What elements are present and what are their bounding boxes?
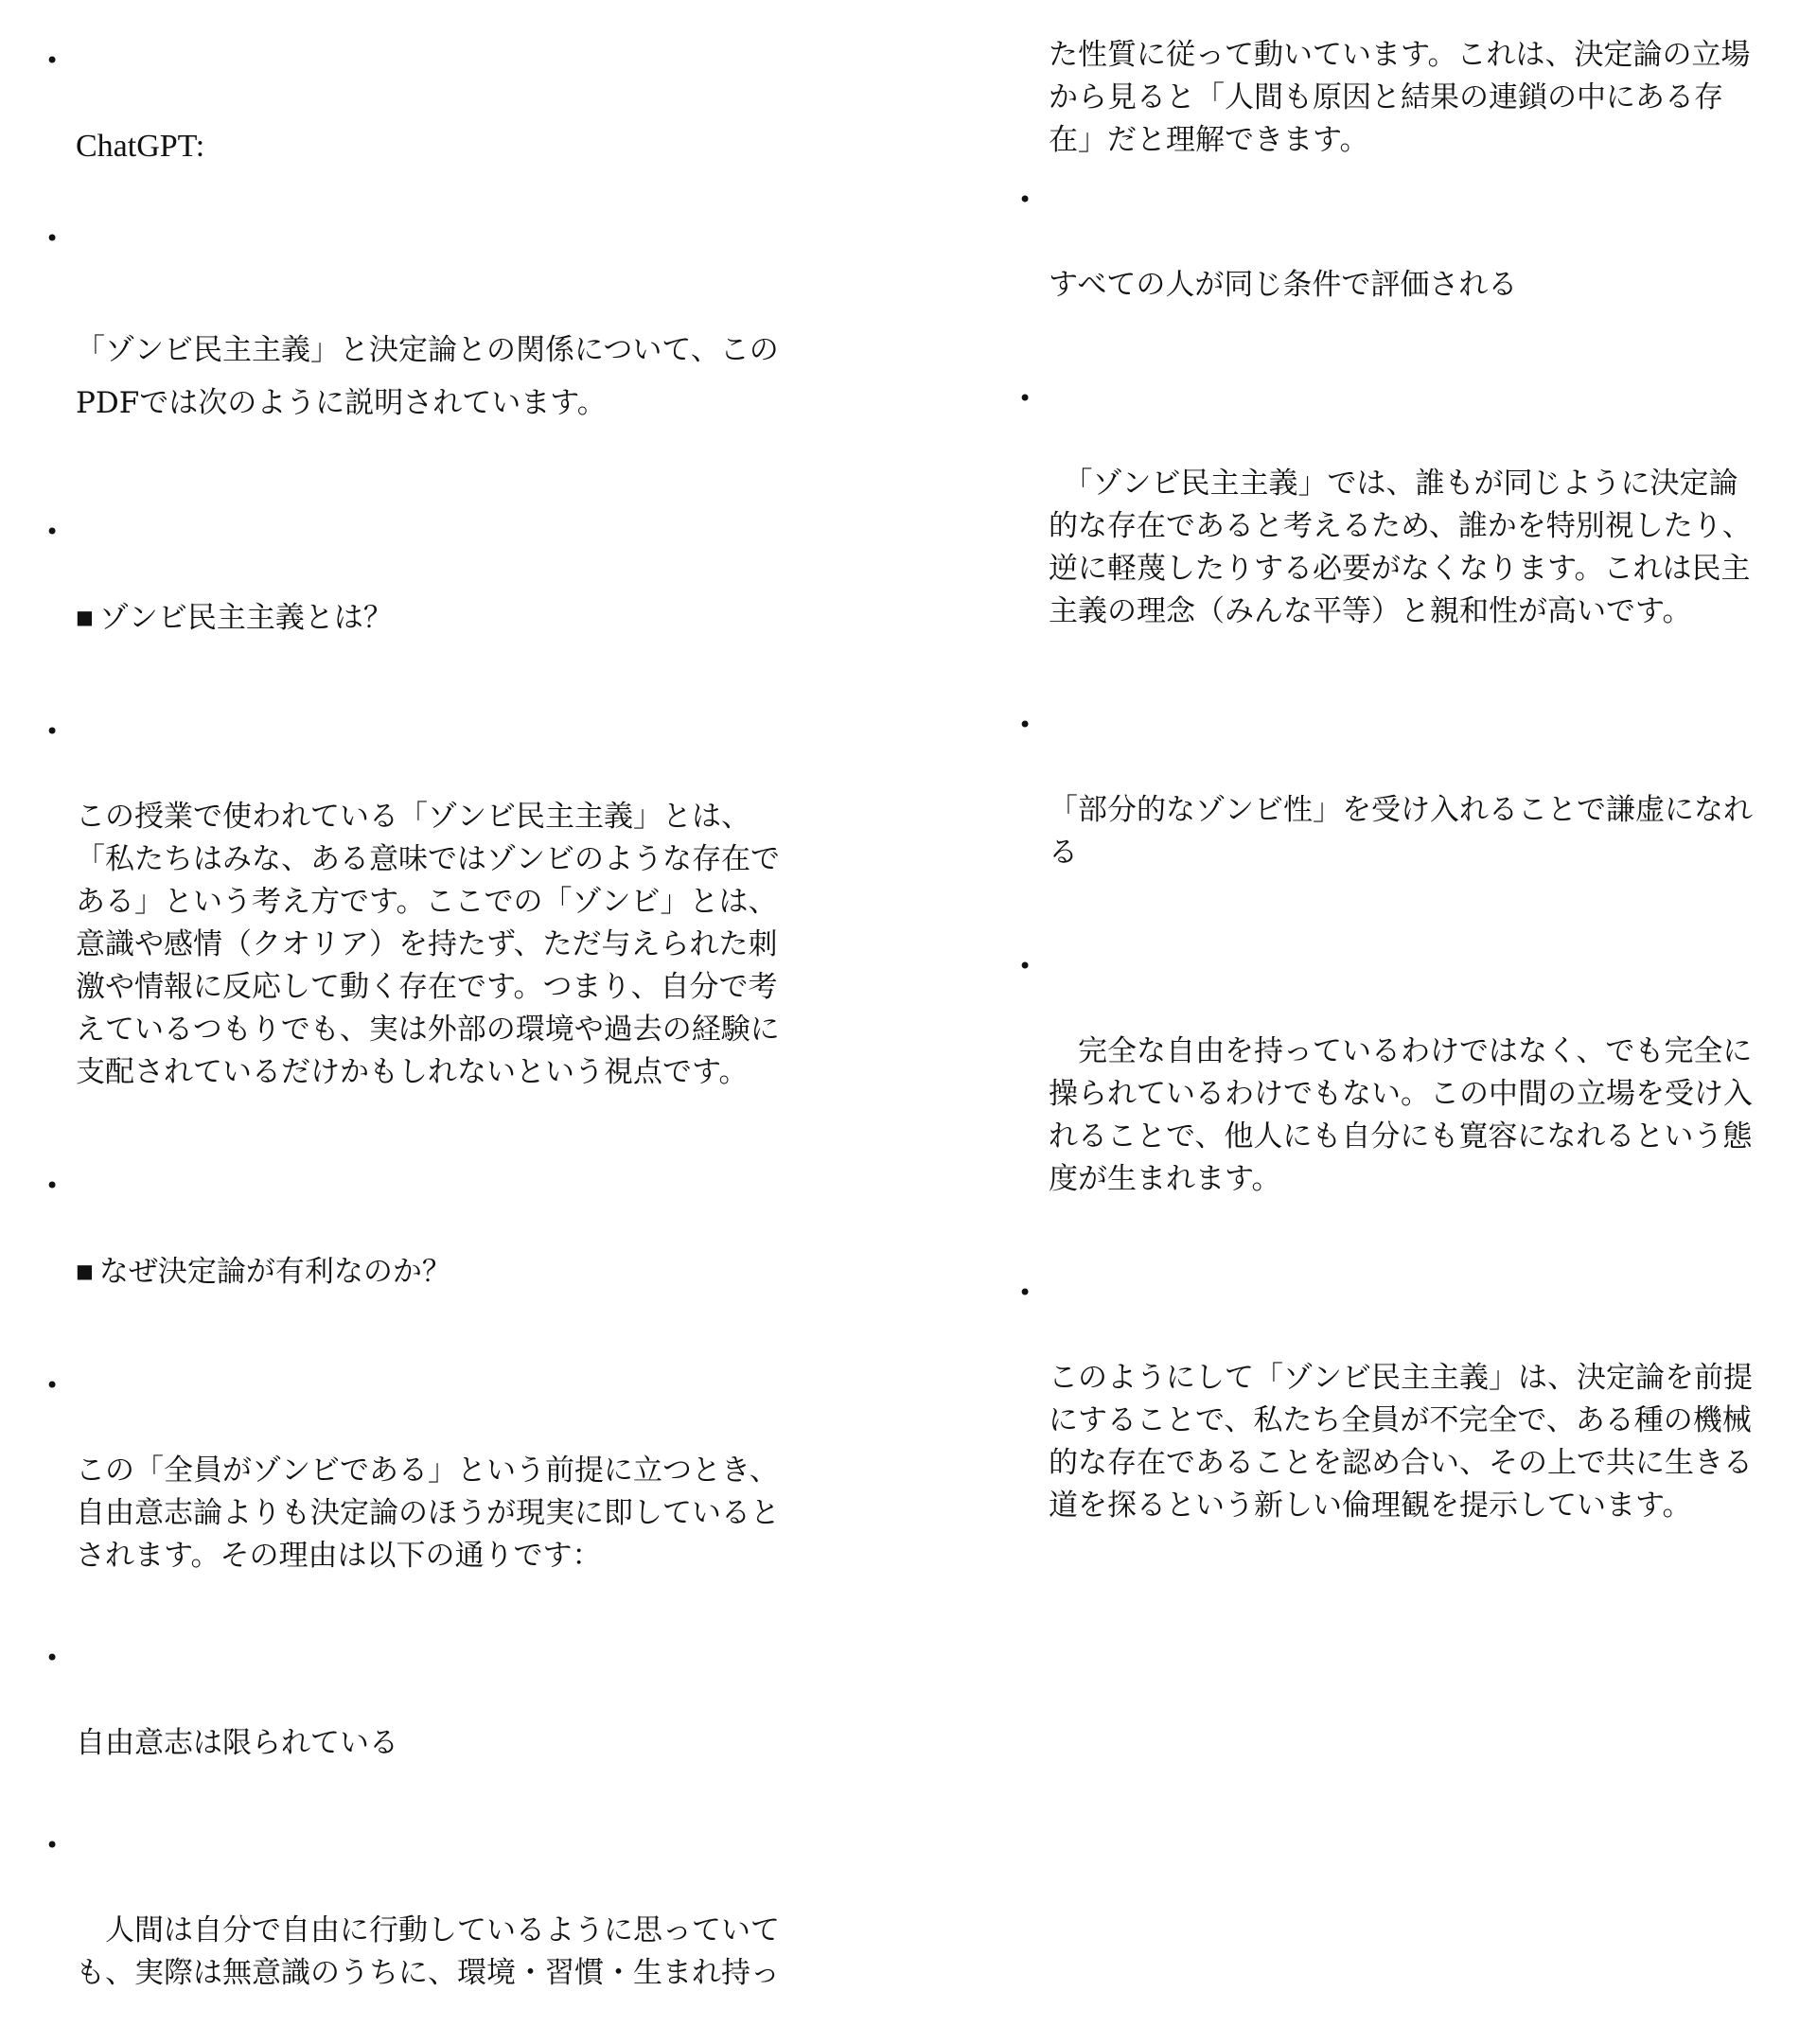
list-item-conclusion [1014, 1272, 1787, 1570]
conclusion-text: このようにして「ゾンビ民主主義」は、決定論を前提 にすることで、私たち全員が不完全で、ある種の機械 的な存在であることを認め合い、その上で共に生きる 道を探るという新しい倫理観を提示しています。 [1049, 1361, 1753, 1523]
premise-text: この「全員がゾンビである」という前提に立つとき、 自由意志論よりも決定論のほうが現実に即していると されます。その理由は以下の通りです： [76, 1454, 780, 1573]
left-bullet-list [42, 40, 814, 2037]
bullet-icon: • [45, 1645, 60, 1671]
section-heading [76, 596, 814, 640]
reason-heading: 自由意志は限られている [76, 1726, 398, 1760]
list-item-partial-explanation [1014, 945, 1787, 1243]
square-marker-icon: ■ [76, 606, 94, 628]
reason-heading: 「部分的なゾンビ性」を受け入れることで謙虚になれ る [1049, 793, 1753, 870]
intro-text: 「ゾンビ民主主義」と決定論との関係について、この PDFでは次のように説明されています。 [76, 333, 779, 420]
reason-text: 「ゾンビ民主主義」では、誰もが同じように決定論 的な存在であると考えるため、誰かを特別視したり、 逆に軽蔑したりする必要がなくなります。これは民主 主義の理念（みんな平等）と親和性が高いです。 [1049, 467, 1752, 628]
bullet-icon: • [45, 1172, 60, 1199]
right-bullet-list [1014, 179, 1787, 1570]
list-item-free-will-limited [42, 1637, 814, 1807]
list-item-premise [42, 1365, 814, 1620]
continuation-text: た性質に従って動いています。これは、決定論の立場 から見ると「人間も原因と結果の連鎖の中にある存 在」だと理解できます。 [1049, 38, 1751, 157]
list-item-heading-zombie-democracy [42, 511, 814, 682]
bullet-icon: • [45, 225, 60, 252]
bullet-icon: • [45, 47, 60, 74]
list-item-definition [42, 711, 814, 1137]
list-item-equal-explanation [1014, 378, 1787, 676]
list-item-heading-why-determinism [42, 1165, 814, 1336]
left-column [42, 40, 814, 2044]
bullet-icon: • [45, 1372, 60, 1399]
list-item-equal-evaluation [1014, 179, 1787, 349]
section-heading-text: ゾンビ民主主義とは？ [98, 601, 393, 635]
list-item-free-will-explanation [42, 1824, 814, 2037]
list-item-speaker [42, 40, 814, 210]
bullet-icon: • [1018, 953, 1032, 979]
reason-text: 完全な自由を持っているわけではなく、でも完全に 操られているわけでもない。この中間の立場を受け入 れることで、他人にも自分にも寛容になれるという態 度が生まれます。 [1049, 1034, 1753, 1196]
reason-heading: すべての人が同じ条件で評価される [1049, 268, 1518, 302]
bullet-icon: • [1018, 385, 1032, 412]
section-heading-text: なぜ決定論が有利なのか？ [98, 1255, 451, 1289]
right-column [1014, 34, 1787, 1587]
speaker-label: ChatGPT: [76, 129, 205, 164]
list-item-intro [42, 218, 814, 483]
definition-text: この授業で使われている「ゾンビ民主主義」とは、 「私たちはみな、ある意味ではゾンビのような存在で ある」という考え方です。ここでの「ゾンビ」とは、 意識や感情（クオリア）を持たず、ただ与えられた刺 激や情報に反応して動く存在です。つまり、自分で考 えているつもりでも、実は外部の環境や過去の経験に 支配されているだけかもしれないという視点です。 [76, 800, 780, 1089]
list-item-partial-zombie [1014, 704, 1787, 917]
bullet-icon: • [45, 1832, 60, 1859]
bullet-icon: • [45, 718, 60, 745]
reason-text: 人間は自分で自由に行動しているように思っていて も、実際は無意識のうちに、環境・習慣・生まれ持っ [76, 1913, 780, 1990]
section-heading [76, 1250, 814, 1294]
bullet-icon: • [1018, 1279, 1032, 1306]
bullet-icon: • [1018, 186, 1032, 213]
bullet-icon: • [45, 519, 60, 545]
bullet-icon: • [1018, 712, 1032, 738]
square-marker-icon: ■ [76, 1260, 94, 1282]
